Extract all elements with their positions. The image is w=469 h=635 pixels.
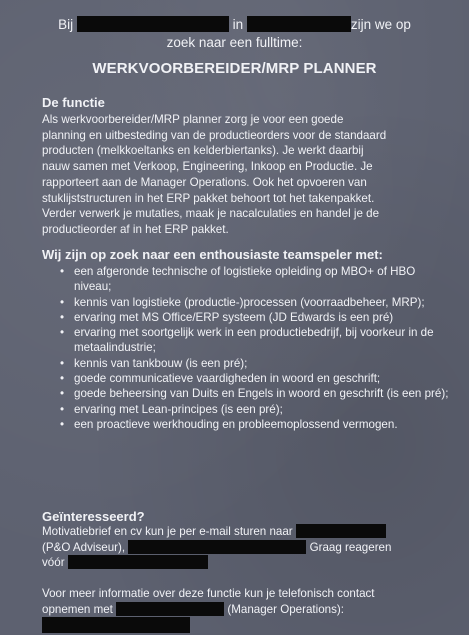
functie-line: stuklijststructuren in het ERP pakket behoort tot het takenpakket. [42, 191, 375, 205]
intro-line-2: zoek naar een fulltime: [166, 35, 303, 50]
bullet-icon: • [60, 417, 65, 431]
list-item-text: goede beheersing van Duits en Engels in woord en geschrift (is een pré); [74, 387, 449, 401]
functie-line: rapporteert aan de Manager Operations. Ook het opvoeren van [42, 175, 367, 189]
interesse-line-2 [42, 540, 447, 556]
functie-line: productieorder af in het ERP pakket. [42, 222, 229, 236]
bullet-icon: • [60, 265, 65, 278]
functie-paragraph [42, 112, 447, 238]
functie-line: nauw samen met Verkoop, Engineering, Inkoop en Productie. Je [42, 160, 373, 174]
list-item-text: een proactieve werkhouding en probleemoplossend vermogen. [74, 417, 398, 431]
list-item [42, 402, 452, 417]
interesse-line-1 [42, 524, 447, 540]
redacted-phone-number [42, 617, 190, 633]
list-item [42, 325, 452, 356]
list-item-text: een afgeronde technische of logistieke opleiding op MBO+ of HBO niveau; [74, 265, 416, 294]
interesse-line-3 [42, 555, 447, 571]
interesse-line2-start: (P&O Adviseur), [42, 540, 126, 554]
bullet-icon: • [60, 295, 65, 309]
list-item [42, 295, 452, 310]
contact-line2-end: (Manager Operations): [227, 602, 345, 616]
list-item-text: ervaring met Lean-principes (is een pré); [74, 402, 283, 416]
interesse-heading: Geïnteresseerd? [42, 509, 145, 524]
functie-line: Verder verwerk je mutaties, maak je nacalculaties en handel je de [42, 207, 380, 221]
bullet-icon: • [60, 372, 65, 386]
redacted-contact-name [128, 540, 306, 554]
intro-text [0, 16, 469, 52]
contact-line-3 [42, 617, 447, 635]
list-item-text: kennis van logistieke (productie-)processen (voorraadbeheer, MRP); [74, 295, 425, 309]
contact-line-1: Voor meer informatie over deze functie kun je telefonisch contact [42, 587, 375, 600]
intro-in: in [232, 17, 244, 32]
interesse-line3-text: vóór [42, 556, 65, 570]
contact-paragraph [42, 586, 447, 635]
bullet-icon: • [60, 356, 65, 370]
intro-line1-end: zijn we op [350, 17, 411, 32]
contact-line-2 [42, 602, 447, 618]
functie-heading: De functie [42, 95, 105, 110]
list-item-text: ervaring met soortgelijk werk in een productiebedrijf, bij voorkeur in de metaalindustrie; [74, 326, 434, 355]
redacted-company-name [77, 16, 229, 32]
intro-line-1 [0, 16, 469, 34]
redacted-location [247, 16, 351, 32]
intro-bij: Bij [58, 17, 74, 32]
bullet-icon: • [60, 402, 65, 416]
list-item [42, 310, 452, 325]
list-item [42, 417, 452, 432]
redacted-email [296, 524, 386, 538]
bullet-icon: • [60, 326, 65, 340]
profiel-heading: Wij zijn op zoek naar een enthousiaste teamspeler met: [42, 247, 383, 262]
redacted-manager-name [116, 602, 224, 616]
functie-line: Als werkvoorbereider/MRP planner zorg je voor een goede [42, 113, 344, 126]
functie-line: planning en uitbesteding van de productieorders voor de standaard [42, 128, 387, 142]
list-item [42, 264, 452, 295]
requirements-list [42, 264, 452, 432]
interesse-paragraph [42, 524, 447, 571]
redacted-deadline [68, 555, 208, 569]
list-item [42, 386, 452, 401]
interesse-line1-text: Motivatiebrief en cv kun je per e-mail sturen naar [42, 525, 293, 538]
functie-line: producten (melkkoeltanks en kelderbiertanks). Je werkt daarbij [42, 144, 364, 158]
bullet-icon: • [60, 310, 65, 324]
job-title: WERKVOORBEREIDER/MRP PLANNER [92, 60, 377, 77]
list-item [42, 371, 452, 386]
list-item [42, 356, 452, 371]
interesse-line2-end: Graag reageren [309, 540, 392, 554]
list-item-text: ervaring met MS Office/ERP systeem (JD Edwards is een pré) [74, 310, 394, 324]
contact-line2-start: opnemen met [42, 602, 113, 616]
list-item-text: kennis van tankbouw (is een pré); [74, 356, 248, 370]
bullet-icon: • [60, 387, 65, 401]
list-item-text: goede communicatieve vaardigheden in woord en geschrift; [74, 372, 381, 386]
